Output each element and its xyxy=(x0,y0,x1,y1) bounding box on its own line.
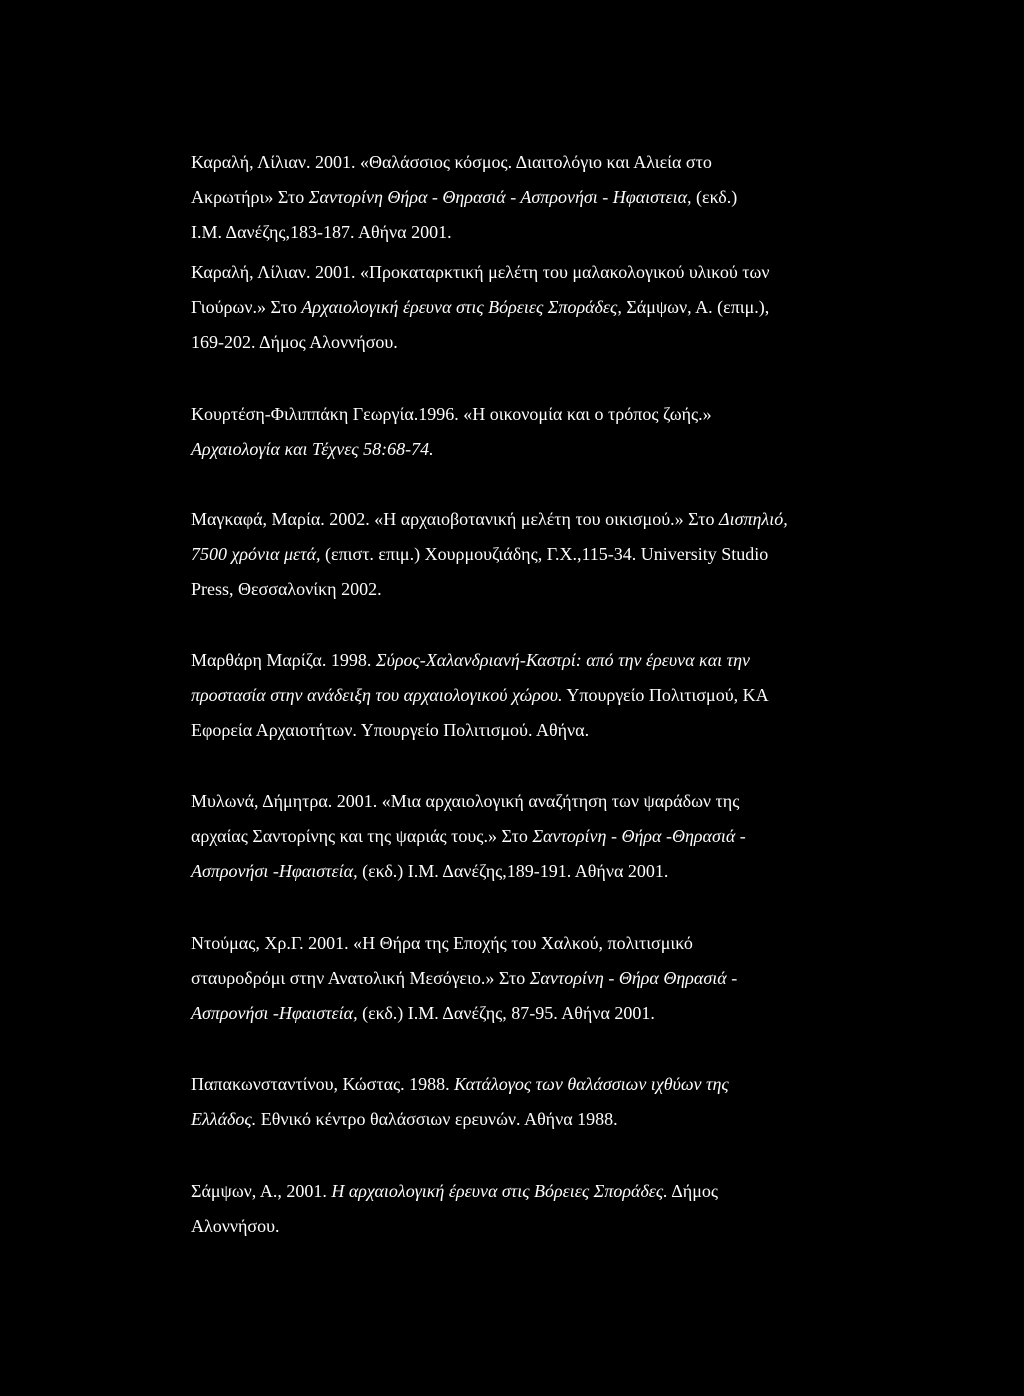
text-line xyxy=(191,215,851,250)
italic-title-text: Σαντορίνη - Θήρα -Θηρασιά - xyxy=(532,826,746,846)
citation-text: Δήμος xyxy=(667,1181,718,1201)
citation-text: σταυροδρόμι στην Ανατολική Μεσόγειο.» Στο xyxy=(191,968,530,988)
italic-title-text: προστασία στην ανάδειξη του αρχαιολογικού χώρου. xyxy=(191,685,563,705)
italic-title-text: Σαντορίνη - Θήρα Θηρασιά - xyxy=(529,968,738,988)
italic-title-text: Αρχαιολογική έρευνα στις Βόρειες Σποράδες, xyxy=(301,297,622,317)
citation-text: Σάμψων, Α. (επιμ.), xyxy=(621,297,770,317)
citation-text: (εκδ.) xyxy=(691,187,738,207)
text-line xyxy=(191,854,851,889)
text-line xyxy=(191,819,851,854)
citation-text: Press, Θεσσαλονίκη 2002. xyxy=(191,579,382,599)
italic-title-text: 7500 χρόνια μετά, xyxy=(191,544,321,564)
bib-entry-magkafa-2002 xyxy=(191,502,851,607)
citation-text: Μυλωνά, Δήμητρα. 2001. «Μια αρχαιολογική αναζήτηση των ψαράδων της xyxy=(191,791,740,811)
text-line xyxy=(191,397,851,432)
italic-title-text: Σαντορίνη Θήρα - Θηρασιά - Ασπρονήσι - Ηφαιστεια, xyxy=(308,187,692,207)
text-line xyxy=(191,1174,851,1209)
bib-entry-papakonstantinou-1988 xyxy=(191,1067,851,1137)
italic-title-text: Σύρος-Χαλανδριανή-Καστρί: από την έρευνα και την xyxy=(375,650,751,670)
citation-text: Υπουργείο Πολιτισμού, ΚΑ xyxy=(562,685,769,705)
italic-title-text: Ασπρονήσι -Ηφαιστεία, xyxy=(191,1003,358,1023)
citation-text: Κουρτέση-Φιλιππάκη Γεωργία.1996. «Η οικονομία και ο τρόπος ζωής.» xyxy=(191,404,712,424)
citation-text: Γιούρων.» Στο xyxy=(191,297,302,317)
citation-text: Εφορεία Αρχαιοτήτων. Υπουργείο Πολιτισμού. Αθήνα. xyxy=(191,720,590,740)
italic-title-text: Ελλάδος. xyxy=(191,1109,257,1129)
text-line xyxy=(191,643,851,678)
citation-text: Εθνικό κέντρο θαλάσσιων ερευνών. Αθήνα 1988. xyxy=(256,1109,618,1129)
citation-text: Ι.Μ. Δανέζης,183-187. Αθήνα 2001. xyxy=(191,222,452,242)
text-line xyxy=(191,678,851,713)
text-line xyxy=(191,572,851,607)
citation-text: Αλοννήσου. xyxy=(191,1216,280,1236)
citation-text: Καραλή, Λίλιαν. 2001. «Θαλάσσιος κόσμος. Διαιτολόγιο και Αλιεία στο xyxy=(191,152,712,172)
bib-entry-ntoumas-2001 xyxy=(191,926,851,1031)
text-line xyxy=(191,502,851,537)
italic-title-text: Δισπηλιό, xyxy=(719,509,788,529)
citation-text: Σάμψων, Α., 2001. xyxy=(191,1181,332,1201)
citation-text: αρχαίας Σαντορίνης και της ψαριάς τους.» Στο xyxy=(191,826,533,846)
bib-entry-karali-2001b xyxy=(191,255,851,360)
text-line xyxy=(191,290,851,325)
citation-text: Ντούμας, Χρ.Γ. 2001. «Η Θήρα της Εποχής του Χαλκού, πολιτισμικό xyxy=(191,933,693,953)
text-line xyxy=(191,926,851,961)
citation-text: (επιστ. επιμ.) Χουρμουζιάδης, Γ.Χ.,115-34. University Studio xyxy=(320,544,769,564)
bib-entry-sampson-2001 xyxy=(191,1174,851,1244)
citation-text: Μαγκαφά, Μαρία. 2002. «Η αρχαιοβοτανική μελέτη του οικισμού.» Στο xyxy=(191,509,720,529)
bib-entry-mylona-2001 xyxy=(191,784,851,889)
citation-text: (εκδ.) Ι.Μ. Δανέζης,189-191. Αθήνα 2001. xyxy=(357,861,669,881)
text-line xyxy=(191,784,851,819)
italic-title-text: Κατάλογος των θαλάσσιων ιχθύων της xyxy=(454,1074,729,1094)
citation-text: Καραλή, Λίλιαν. 2001. «Προκαταρκτική μελέτη του μαλακολογικού υλικού των xyxy=(191,262,770,282)
text-line xyxy=(191,961,851,996)
citation-text: 169-202. Δήμος Αλοννήσου. xyxy=(191,332,398,352)
bib-entry-marthari-1998 xyxy=(191,643,851,748)
text-line xyxy=(191,255,851,290)
italic-title-text: Η αρχαιολογική έρευνα στις Βόρειες Σποράδες. xyxy=(331,1181,668,1201)
citation-text: Ακρωτήρι» Στο xyxy=(191,187,309,207)
bib-entry-kourtesi-1996 xyxy=(191,397,851,467)
italic-title-text: Αρχαιολογία και Τέχνες 58:68-74. xyxy=(191,439,434,459)
text-line xyxy=(191,432,851,467)
italic-title-text: Ασπρονήσι -Ηφαιστεία, xyxy=(191,861,358,881)
text-line xyxy=(191,537,851,572)
text-line xyxy=(191,145,851,180)
bib-entry-karali-2001a xyxy=(191,145,851,250)
text-line xyxy=(191,713,851,748)
citation-text: (εκδ.) Ι.Μ. Δανέζης, 87-95. Αθήνα 2001. xyxy=(357,1003,655,1023)
text-line xyxy=(191,1102,851,1137)
citation-text: Μαρθάρη Μαρίζα. 1998. xyxy=(191,650,376,670)
text-line xyxy=(191,180,851,215)
citation-text: Παπακωνσταντίνου, Κώστας. 1988. xyxy=(191,1074,455,1094)
text-line xyxy=(191,325,851,360)
text-line xyxy=(191,1067,851,1102)
text-line xyxy=(191,1209,851,1244)
text-line xyxy=(191,996,851,1031)
